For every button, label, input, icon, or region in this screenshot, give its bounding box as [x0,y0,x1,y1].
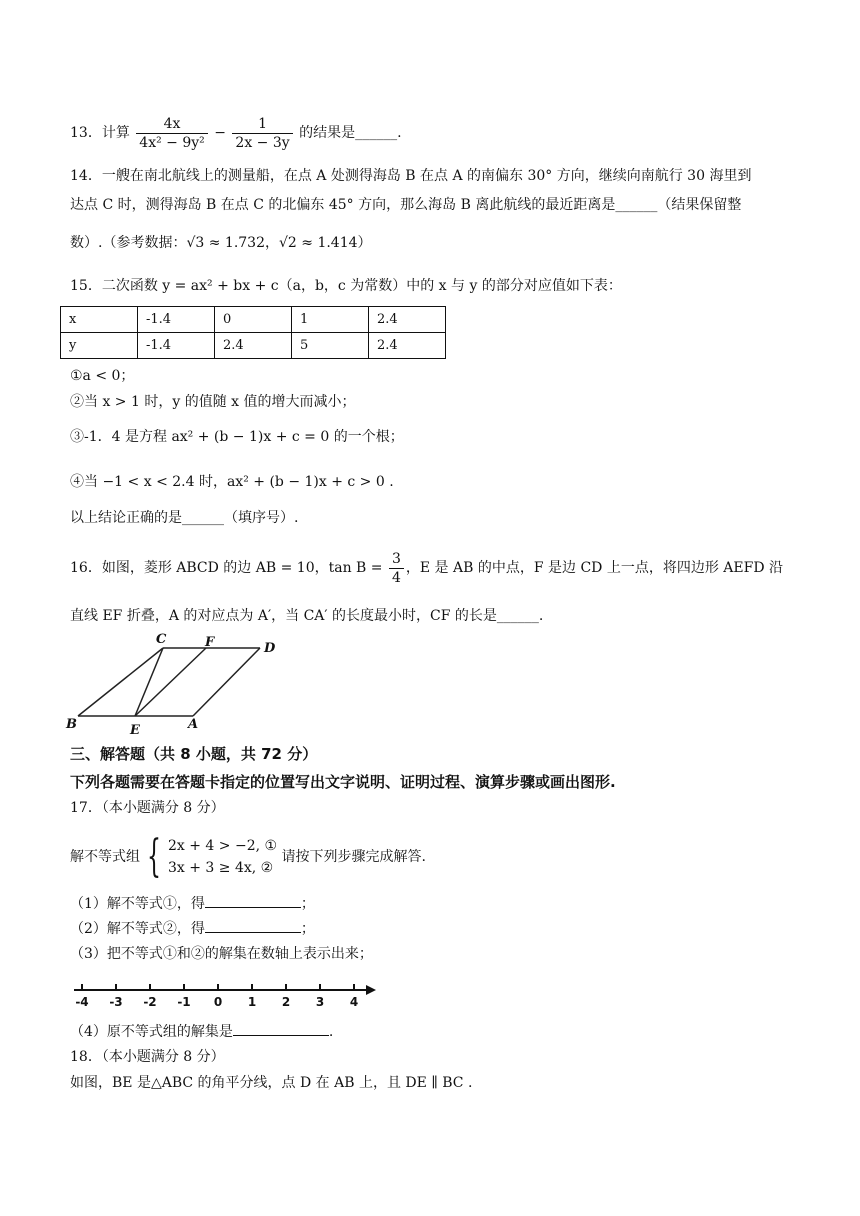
table-row [61,307,446,333]
question-13 [70,113,402,153]
answer-blank[interactable] [233,1035,329,1036]
label-b: B [66,717,77,732]
rhombus-figure [60,630,300,740]
answer-blank[interactable] [205,932,301,933]
q14-line-2: 达点 C 时，测得海岛 B 在点 C 的北偏东 45° 方向，那么海岛 B 离此航线的最近距离是______（结果保留整 [70,197,742,213]
q17-step-3: （3）把不等式①和②的解集在数轴上表示出来； [70,946,373,962]
label-e: E [130,723,140,738]
q17-system [70,832,426,882]
number-line-tick-label: -4 [75,995,89,1009]
q15-intro: 15．二次函数 y = ax² + bx + c（a，b，c 为常数）中的 x 与 y 的部分对应值如下表： [70,278,622,294]
q13-post: 的结果是______. [299,125,402,141]
q16-tan-denominator: 4 [391,569,401,586]
q17-equations [168,835,277,879]
table-cell: y [61,333,138,359]
q18-head: 18．（本小题满分 8 分） [70,1049,225,1065]
q15-ask: 以上结论正确的是______（填序号）. [70,510,299,526]
number-line-tick-label: 1 [247,995,257,1009]
q17-eq-2: 3x + 3 ≥ 4x, ② [168,860,274,876]
label-a: A [188,717,199,732]
q17-eq-1: 2x + 4 > −2, ① [168,838,278,854]
q17-step-2-text: （2）解不等式②，得 [70,921,205,937]
number-line-tick-label: -1 [177,995,191,1009]
table-cell: 5 [292,333,369,359]
q14-line-1: 14．一艘在南北航线上的测量船，在点 A 处测得海岛 B 在点 A 的南偏东 30° 方向，继续向南航行 30 海里到 [70,168,752,184]
label-f: F [205,635,215,650]
table-cell: 2.4 [369,307,446,333]
q17-step-4-text: （4）原不等式组的解集是 [70,1024,233,1040]
section-3-note: 下列各题需要在答题卡指定的位置写出文字说明、证明过程、演算步骤或画出图形. [70,773,616,791]
q13-f2-denominator: 2x − 3y [235,134,290,151]
q16-line-2: 直线 EF 折叠，A 的对应点为 A′，当 CA′ 的长度最小时，CF 的长是______. [70,608,544,624]
q15-conclusion-1: ①a < 0； [70,368,135,384]
q15-conclusion-2: ②当 x > 1 时，y 的值随 x 值的增大而减小； [70,394,356,410]
q13-f1-numerator: 4x [136,115,207,134]
answer-blank[interactable] [205,907,301,908]
q13-pre: 计算 [101,125,130,141]
q16-post: ，E 是 AB 的中点，F 是边 CD 上一点，将四边形 AEFD 沿 [405,560,784,576]
table-cell: -1.4 [138,333,215,359]
q13-fraction-2 [232,115,292,152]
segment-ec [135,648,163,716]
q17-step-2: （2）解不等式②，得 ； [70,921,315,937]
q17-step-4: （4）原不等式组的解集是 . [70,1024,334,1040]
q17-head: 17．（本小题满分 8 分） [70,800,225,816]
left-brace-icon: { [147,831,161,882]
q17-step-1-text: （1）解不等式①，得 [70,896,205,912]
section-3-title: 三、解答题（共 8 小题，共 72 分） [70,745,318,763]
q16-tan-numerator: 3 [389,550,404,569]
arrow-right-icon [366,985,376,995]
table-cell: 0 [215,307,292,333]
q14-line-3: 数）.（参考数据：√3 ≈ 1.732，√2 ≈ 1.414） [70,235,372,251]
q13-f2-numerator: 1 [232,115,292,134]
table-cell: x [61,307,138,333]
q16-tan-fraction [389,550,404,587]
q13-fraction-1 [136,115,207,152]
q18-text: 如图，BE 是△ABC 的角平分线，点 D 在 AB 上，且 DE ∥ BC . [70,1075,473,1091]
edge-bc [78,648,163,716]
table-cell: 2.4 [369,333,446,359]
number-line-tick-label: 4 [349,995,359,1009]
q17-post: 请按下列步骤完成解答. [281,849,426,865]
q13-minus: − [214,125,226,141]
number-line-tick-label: -2 [143,995,157,1009]
q15-conclusion-4: ④当 −1 < x < 2.4 时，ax² + (b − 1)x + c > 0 . [70,474,394,490]
q17-step-1: （1）解不等式①，得 ； [70,896,315,912]
label-c: C [156,632,167,647]
label-d: D [264,641,276,656]
number-line-tick-label: 2 [281,995,291,1009]
table-cell: 2.4 [215,333,292,359]
table-cell: -1.4 [138,307,215,333]
q16-pre: 16．如图，菱形 ABCD 的边 AB = 10，tan B = [70,560,387,576]
number-line-tick-label: -3 [109,995,123,1009]
segment-ef [135,648,206,716]
edge-da [193,648,260,716]
number-line-tick-label: 0 [213,995,223,1009]
q17-pre: 解不等式组 [70,849,140,865]
q16-line-1 [70,548,783,588]
q15-value-table [60,306,446,359]
q15-conclusion-3: ③-1．4 是方程 ax² + (b − 1)x + c = 0 的一个根； [70,429,404,445]
table-row [61,333,446,359]
number-line-tick-label: 3 [315,995,325,1009]
table-cell: 1 [292,307,369,333]
q13-number: 13． [70,125,102,141]
q13-f1-denominator: 4x² − 9y² [139,134,205,151]
number-line [70,980,390,1014]
